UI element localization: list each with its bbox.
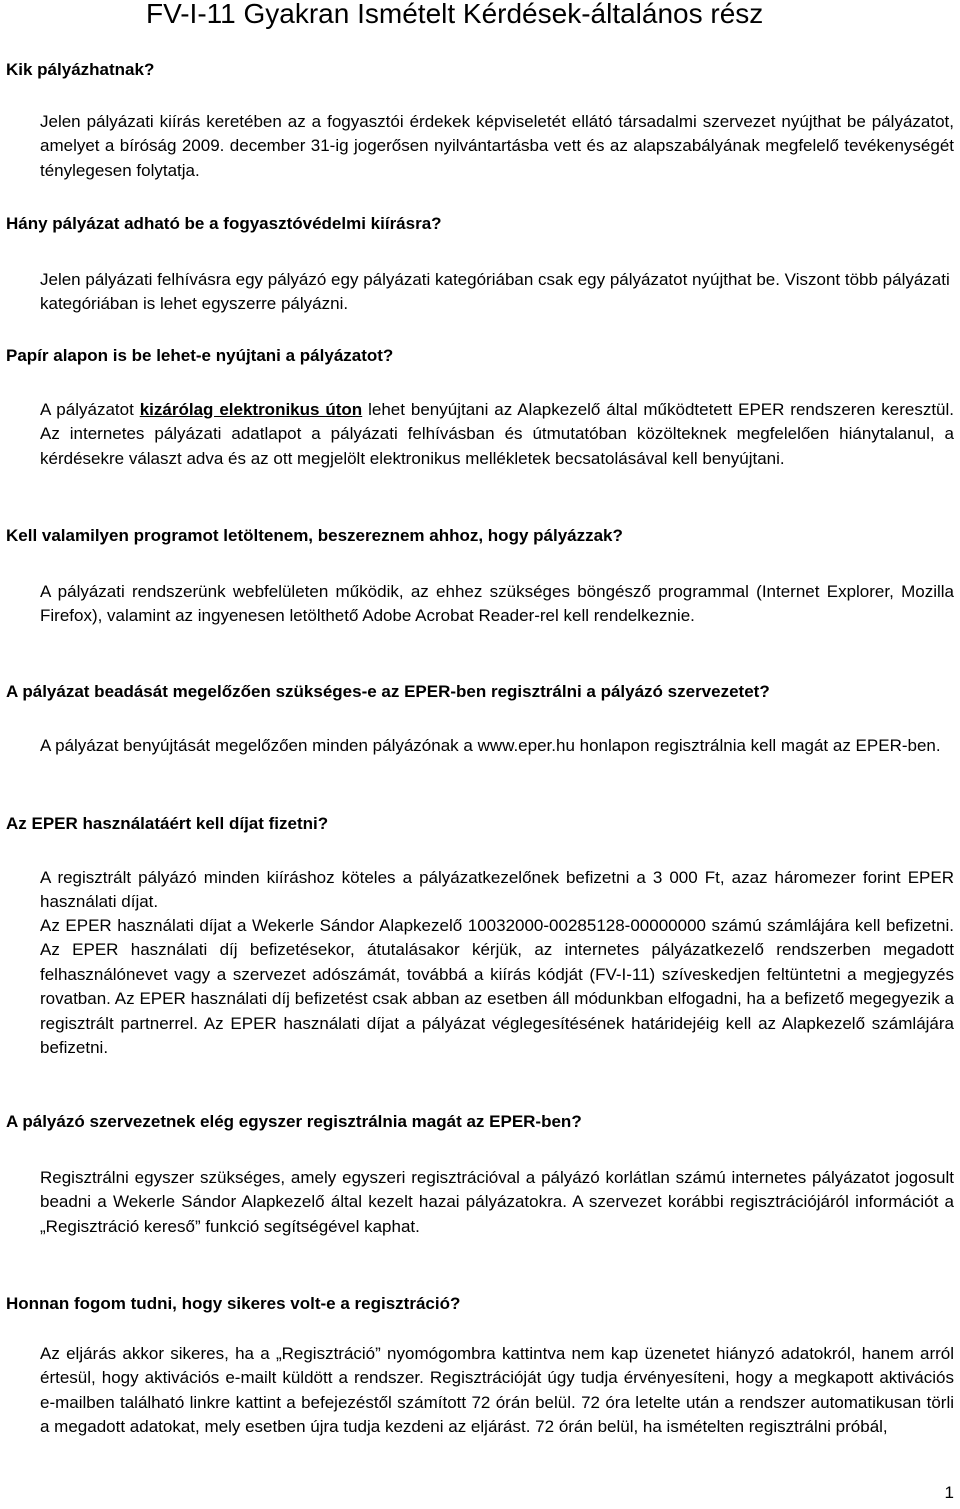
answer-register-once: Regisztrálni egyszer szükséges, amely egyszeri regisztrációval a pályázó korlátlan számú internetes pályázatot jogosult beadni a Wekerle Sándor Alapkezelő által kezelt hazai pályázatokra. A szervezet korábbi regisztrációjáról információt a „Regisztráció kereső” funkció segítségével kaphat. bbox=[40, 1168, 954, 1236]
question-software-needed: Kell valamilyen programot letöltenem, beszereznem ahhoz, hogy pályázzak? bbox=[6, 526, 623, 545]
question-registration-success: Honnan fogom tudni, hogy sikeres volt-e a regisztráció? bbox=[6, 1294, 461, 1313]
answer-eper-fee-amount: A regisztrált pályázó minden kiíráshoz köteles a pályázatkezelőnek befizetni a 3 000 Ft, azaz háromezer forint EPER használati díjat. bbox=[40, 868, 954, 912]
question-eper-fee: Az EPER használatáért kell díjat fizetni? bbox=[6, 814, 329, 833]
answer-paper-submission-start: A pályázatot bbox=[40, 400, 140, 419]
answer-eper-fee-payment: Az EPER használati díjat a Wekerle Sándor Alapkezelő 10032000-00285128-00000000 számú számlájára kell befizetni. Az EPER használati díj befizetésekor, átutalásakor kérjük, az internetes pályázatkezelő rendszerben megadott felhasználónevet vagy a szervezet adószámát, továbbá a kiírás kódját (FV-I-11) szíveskedjen feltüntetni a megjegyzés rovatban. Az EPER használati díj befizetést csak abban az esetben áll módunkban elfogadni, ha a befizető megegyezik a regisztrált partnerrel. Az EPER használati díjat a pályázat véglegesítésének határidejéig kell az Alapkezelő számlájára befizetni. bbox=[40, 916, 954, 1058]
answer-software-needed: A pályázati rendszerünk webfelületen működik, az ehhez szükséges böngésző programmal (Internet Explorer, Mozilla Firefox), valamint az ingyenesen letölthető Adobe Acrobat Reader-rel kell rendelkeznie. bbox=[40, 582, 954, 626]
answer-registration-success: Az eljárás akkor sikeres, ha a „Regisztráció” nyomógombra kattintva nem kap üzenetet hiányzó adatokról, hanem arról értesül, hogy aktivációs e-mailt küldött a rendszer. Regisztrációját úgy tudja érvényesíteni, hogy a megkapott aktivációs e-mailben található linkre kattint a befejezéstől számított 72 órán belül. 72 óra letelte után a rendszer automatikusan törli a megadott adatokat, mely esetben újra tudja kezdeni az eljárást. 72 órán belül, ha ismételten regisztrálni próbál, bbox=[40, 1344, 954, 1437]
answer-who-can-apply: Jelen pályázati kiírás keretében az a fogyasztói érdekek képviseletét ellátó társadalmi szervezet nyújthat be pályázatot, amelyet a bíróság 2009. december 31-ig jogerősen nyilvántartásba vett és az alapszabályának megfelelő tevékenységét ténylegesen folytatja. bbox=[40, 112, 954, 180]
question-how-many-applications: Hány pályázat adható be a fogyasztóvédelmi kiírásra? bbox=[6, 214, 442, 233]
page-number: 1 bbox=[944, 1483, 954, 1502]
answer-eper-registration: A pályázat benyújtását megelőzően minden pályázónak a www.eper.hu honlapon regisztrálnia kell magát az EPER-ben. bbox=[40, 736, 941, 755]
question-eper-registration: A pályázat beadását megelőzően szükséges-e az EPER-ben regisztrálni a pályázó szervezetet? bbox=[6, 682, 770, 701]
answer-paper-submission bbox=[40, 398, 954, 471]
answer-paper-submission-end: lehet benyújtani az Alapkezelő által működtetett EPER rendszeren keresztül. Az internetes pályázati adatlapot a pályázati felhívásban és útmutatóban közölteknek megfelelően hiánytalanul, a kérdésekre választ adva és az ott megjelölt elektronikus mellékletek becsatolásával kell benyújtani. bbox=[40, 400, 955, 468]
page-title: FV-I-11 Gyakran Ismételt Kérdések-általános rész bbox=[146, 0, 764, 29]
question-register-once: A pályázó szervezetnek elég egyszer regisztrálnia magát az EPER-ben? bbox=[6, 1112, 582, 1131]
electronic-only-emphasis: kizárólag elektronikus úton bbox=[139, 400, 363, 419]
answer-how-many-applications: Jelen pályázati felhívásra egy pályázó egy pályázati kategóriában csak egy pályázatot nyújthat be. Viszont több pályázati kategóriában is lehet egyszerre pályázni. bbox=[40, 270, 950, 314]
question-who-can-apply: Kik pályázhatnak? bbox=[6, 60, 155, 79]
question-paper-submission: Papír alapon is be lehet-e nyújtani a pályázatot? bbox=[6, 346, 394, 365]
